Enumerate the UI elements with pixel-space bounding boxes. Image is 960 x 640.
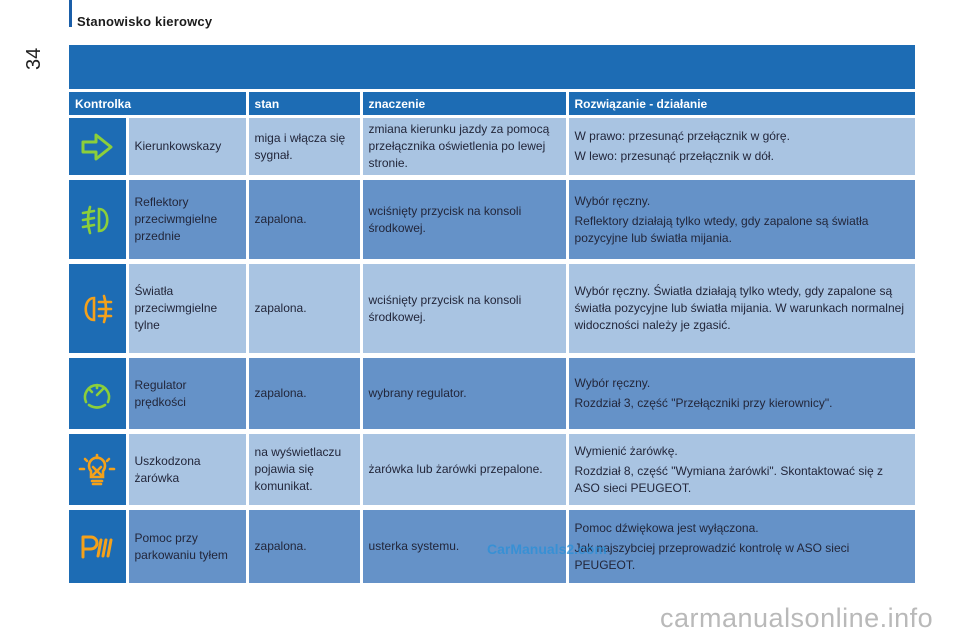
- solution-line: Reflektory działają tylko wtedy, gdy zapalone są światła pozycyjne lub światła mijania.: [574, 213, 869, 245]
- lamp-name: Kierunkowskazy: [127, 117, 247, 178]
- lamp-meaning: wybrany regulator.: [361, 356, 567, 432]
- lamp-meaning: wciśnięty przycisk na konsoli środkowej.: [361, 178, 567, 262]
- solution-line: Wybór ręczny.: [574, 376, 651, 390]
- lamp-meaning: usterka systemu.: [361, 508, 567, 586]
- lamp-solution: [567, 178, 915, 262]
- watermark-bottom: carmanualsonline.info: [660, 603, 934, 633]
- bulb-fault-icon: [69, 432, 127, 508]
- solution-line: W lewo: przesunąć przełącznik w dół.: [574, 149, 774, 163]
- lamp-meaning: zmiana kierunku jazdy za pomocą przełącznika oświetlenia po lewej stronie.: [361, 117, 567, 178]
- table-banner: [69, 45, 915, 89]
- header-znaczenie: znaczenie: [361, 91, 567, 117]
- solution-line: Wymienić żarówkę.: [574, 443, 678, 458]
- lamp-solution: [567, 432, 915, 508]
- warning-lights-table: [69, 89, 915, 588]
- lamp-solution: [567, 117, 915, 178]
- lamp-state: miga i włącza się sygnał.: [247, 117, 361, 178]
- solution-line: W prawo: przesunąć przełącznik w górę.: [574, 129, 790, 143]
- solution-line: Wybór ręczny. Światła działają tylko wtedy, gdy zapalone są światła pozycyjne lub światła mijania. W warunkach normalnej widoczności należy je zgasić.: [574, 284, 904, 332]
- table-row: [69, 178, 915, 262]
- turn-signal-arrow-icon: [69, 117, 127, 178]
- solution-line: Wybór ręczny.: [574, 193, 651, 208]
- watermark-middle: CarManuals2.com: [487, 541, 607, 557]
- header-kontrolka: Kontrolka: [69, 91, 247, 117]
- solution-line: Jak najszybciej przeprowadzić kontrolę w ASO sieci PEUGEOT.: [574, 540, 850, 572]
- page-number-wrap: [23, 47, 46, 91]
- lamp-solution: [567, 262, 915, 356]
- lamp-state: zapalona.: [247, 508, 361, 586]
- lamp-solution: [567, 356, 915, 432]
- lamp-state: na wyświetlaczu pojawia się komunikat.: [247, 432, 361, 508]
- table-row: [69, 432, 915, 508]
- lamp-name: Pomoc przy parkowaniu tyłem: [127, 508, 247, 586]
- section-marker-bar: [69, 0, 72, 27]
- rear-fog-light-icon: [69, 262, 127, 356]
- header-stan: stan: [247, 91, 361, 117]
- lamp-name: Uszkodzona żarówka: [127, 432, 247, 508]
- table-row: [69, 117, 915, 178]
- speed-limiter-gauge-icon: [69, 356, 127, 432]
- header-rozwiazanie: Rozwiązanie - działanie: [567, 91, 915, 117]
- lamp-state: zapalona.: [247, 356, 361, 432]
- lamp-solution: [567, 508, 915, 586]
- front-fog-light-icon: [69, 178, 127, 262]
- section-title: Stanowisko kierowcy: [77, 14, 213, 29]
- lamp-meaning: żarówka lub żarówki przepalone.: [361, 432, 567, 508]
- lamp-state: zapalona.: [247, 178, 361, 262]
- lamp-name: Regulator prędkości: [127, 356, 247, 432]
- lamp-state: zapalona.: [247, 262, 361, 356]
- solution-line: Rozdział 3, część "Przełączniki przy kierownicy".: [574, 396, 833, 410]
- table-header-row: [69, 91, 915, 117]
- solution-line: Pomoc dźwiękowa jest wyłączona.: [574, 520, 759, 535]
- page-number: 34: [23, 47, 45, 70]
- lamp-name: Reflektory przeciwmgielne przednie: [127, 178, 247, 262]
- solution-line: Rozdział 8, część "Wymiana żarówki". Skontaktować się z ASO sieci PEUGEOT.: [574, 463, 884, 495]
- lamp-meaning: wciśnięty przycisk na konsoli środkowej.: [361, 262, 567, 356]
- table-row: [69, 262, 915, 356]
- parking-assist-icon: [69, 508, 127, 586]
- lamp-name: Światła przeciwmgielne tylne: [127, 262, 247, 356]
- table-row: [69, 356, 915, 432]
